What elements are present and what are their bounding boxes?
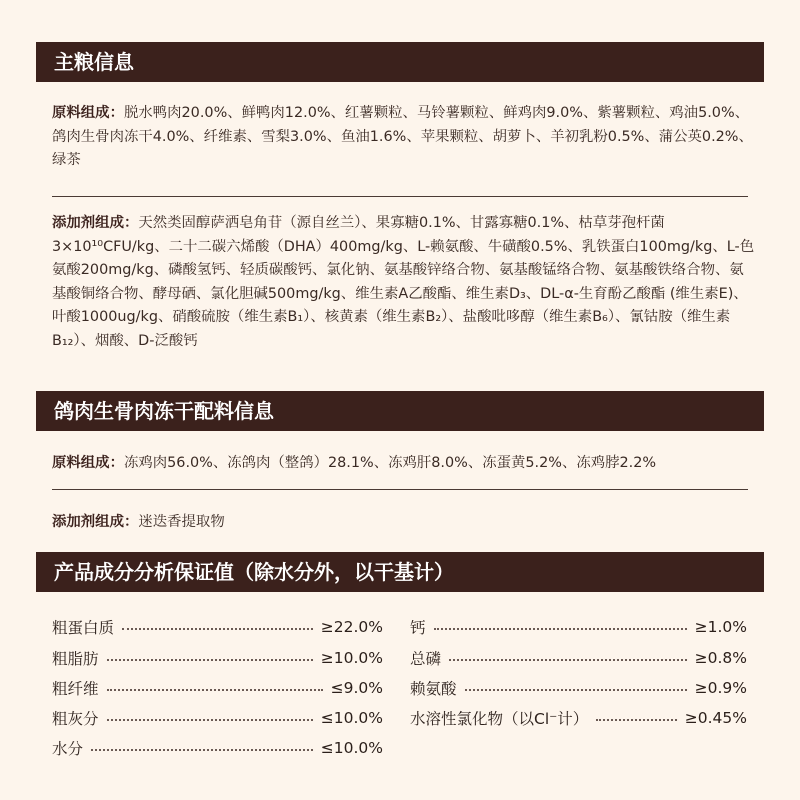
analysis-row [410, 705, 747, 731]
main-food-header: 主粮信息 [36, 42, 764, 82]
nutrient-name: 水分 [52, 740, 84, 758]
leader-dots [107, 719, 313, 721]
nutrient-value: ≥0.45% [684, 709, 747, 727]
leader-dots [596, 719, 676, 721]
nutrient-name: 粗纤维 [52, 680, 99, 698]
leader-dots [449, 659, 687, 661]
nutrient-value: ≥1.0% [694, 618, 747, 636]
analysis-row [52, 675, 383, 701]
leader-dots [465, 689, 687, 691]
main-additives [52, 212, 756, 353]
pigeon-raw-text: 冻鸡肉56.0%、冻鸽肉（整鸽）28.1%、冻鸡肝8.0%、冻蛋黄5.2%、冻鸡脖2.2% [123, 455, 657, 471]
analysis-row [52, 705, 383, 731]
leader-dots [91, 749, 313, 751]
nutrient-name: 粗脂肪 [52, 650, 99, 668]
divider [52, 489, 748, 490]
nutrient-value: ≤10.0% [320, 709, 383, 727]
analysis-row [52, 614, 383, 640]
main-raw-text: 脱水鸭肉20.0%、鲜鸭肉12.0%、红薯颗粒、马铃薯颗粒、鲜鸡肉9.0%、紫薯颗粒、鸡油5.0%、鸽肉生骨肉冻干4.0%、纤维素、雪梨3.0%、鱼油1.6%、苹果颗粒、胡萝卜、羊初乳粉0.5%、蒲公英0.2%、绿茶 [52, 105, 753, 168]
nutrient-name: 粗灰分 [52, 710, 99, 728]
leader-dots [122, 628, 313, 630]
main-additive-text: 天然类固醇萨洒皂角苷（源自丝兰）、果寡糖0.1%、甘露寡糖0.1%、枯草芽孢杆菌3×10¹⁰CFU/kg、二十二碳六烯酸（DHA）400mg/kg、L-赖氨酸、牛磺酸0.5%、乳铁蛋白100mg/kg、L-色氨酸200mg/kg、磷酸氢钙、轻质碳酸钙、氯化钠、氨基酸锌络合物、氨基酸锰络合物、氨基酸铁络合物、氨基酸铜络合物、酵母硒、氯化胆碱500mg/kg、维生素A乙酸酯、维生素D₃、DL-α-生育酚乙酸酯 (维生素E)、叶酸1000ug/kg、硝酸硫胺（维生素B₁）、核黄素（维生素B₂）、盐酸吡哆醇（维生素B₆）、氰钴胺（维生素B₁₂）、烟酸、D-泛酸钙 [52, 215, 755, 349]
nutrient-value: ≤10.0% [320, 739, 383, 757]
nutrient-value: ≥10.0% [320, 649, 383, 667]
analysis-row [52, 645, 383, 671]
pigeon-additive-text: 迷迭香提取物 [138, 514, 225, 530]
leader-dots [107, 689, 323, 691]
analysis-row [410, 675, 747, 701]
pigeon-raw-label: 原料组成： [52, 455, 124, 471]
pigeon-raw-ingredients [52, 452, 756, 476]
pigeon-additive-label: 添加剂组成： [52, 514, 139, 530]
nutrient-name: 总磷 [410, 650, 442, 668]
analysis-row [410, 614, 747, 640]
pigeon-header: 鸽肉生骨肉冻干配料信息 [36, 391, 764, 431]
main-raw-label: 原料组成： [52, 105, 124, 121]
nutrient-value: ≥0.9% [694, 679, 747, 697]
nutrient-name: 粗蛋白质 [52, 619, 115, 637]
leader-dots [434, 628, 687, 630]
nutrient-value: ≤9.0% [330, 679, 383, 697]
nutrient-name: 水溶性氯化物（以Cl⁻计） [410, 710, 589, 728]
pigeon-additives [52, 511, 756, 535]
nutrient-name: 赖氨酸 [410, 680, 457, 698]
divider [52, 196, 748, 197]
analysis-row [52, 735, 383, 761]
main-raw-ingredients [52, 102, 756, 173]
nutrient-name: 钙 [410, 619, 426, 637]
nutrient-value: ≥22.0% [320, 618, 383, 636]
nutrient-value: ≥0.8% [694, 649, 747, 667]
leader-dots [107, 659, 313, 661]
main-additive-label: 添加剂组成： [52, 215, 139, 231]
analysis-row [410, 645, 747, 671]
analysis-header: 产品成分分析保证值（除水分外，以干基计） [36, 552, 764, 592]
